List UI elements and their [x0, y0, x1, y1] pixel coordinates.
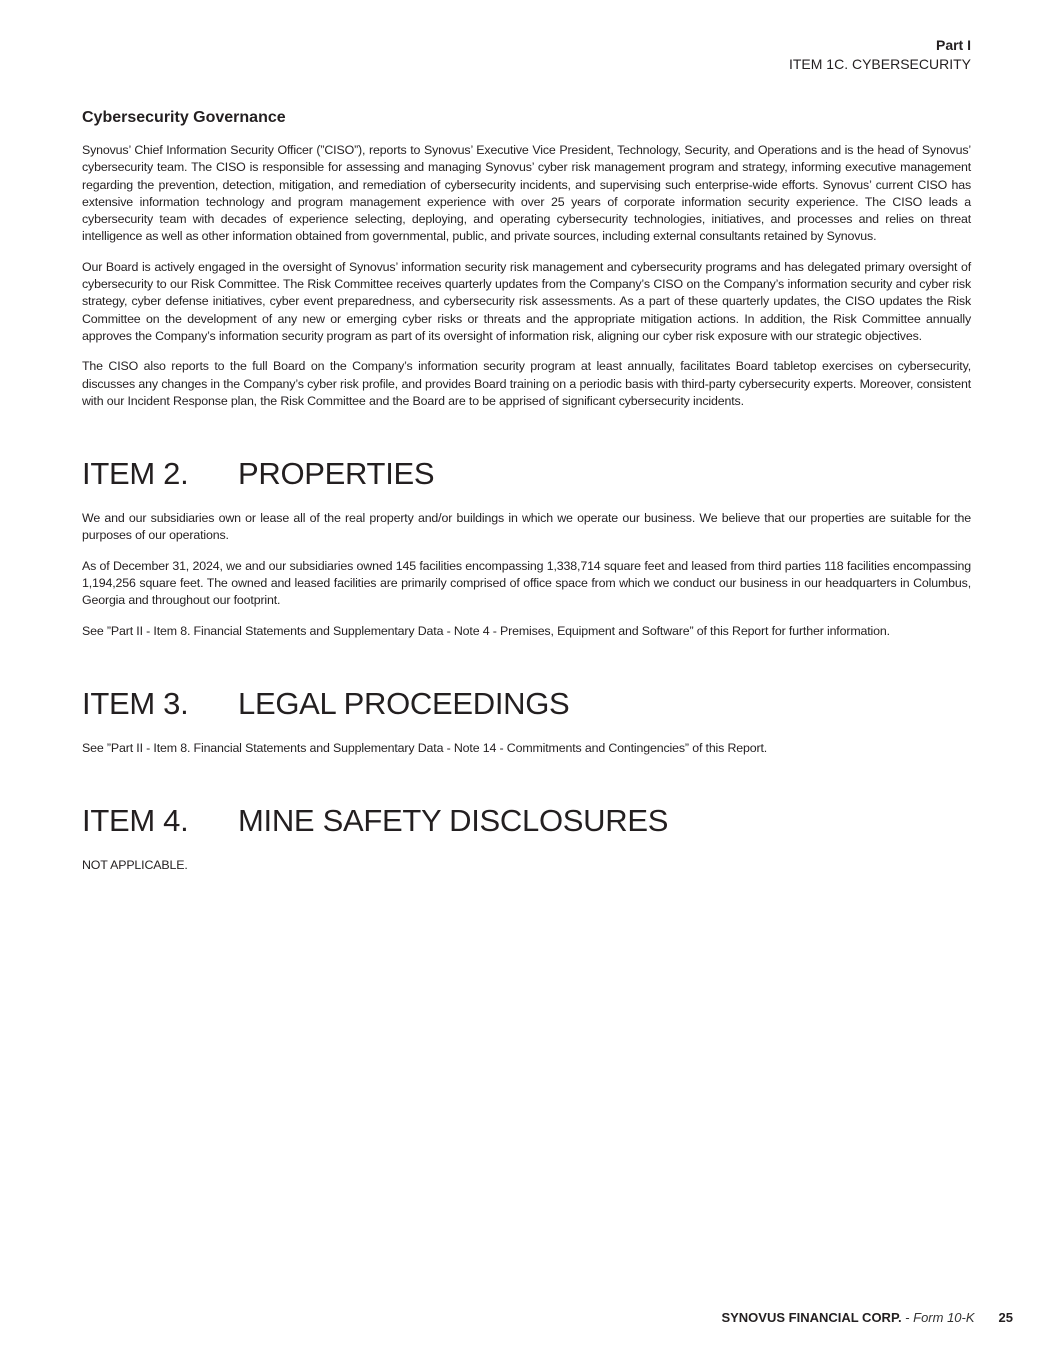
page-number: 25: [998, 1310, 1013, 1325]
cybersecurity-governance-section: [82, 108, 971, 410]
paragraph: As of December 31, 2024, we and our subsidiaries owned 145 facilities encompassing 1,338,714 square feet and leased from third parties 118 facilities encompassing 1,194,256 square feet. The owned and leased facilities are primarily comprised of office space from which we conduct our business in our headquarters in Columbus, Georgia and throughout our footprint.: [82, 558, 971, 608]
paragraph: Synovus’ Chief Information Security Officer (”CISO”), reports to Synovus’ Executive Vice President, Technology, Security, and Operations and is the head of Synovus’ cybersecurity team. The CISO is responsible for assessing and managing Synovus’ cyber risk management program and strategy, informing executive management regarding the prevention, detection, mitigation, and remediation of cybersecurity incidents, and supervising such enterprise-wide efforts. Synovus’ current CISO has extensive information technology and program management experience with over 25 years of corporate information security experience. The CISO leads a cybersecurity team with decades of experience selecting, deploying, and operating cybersecurity technologies, initiatives, and processes and relies on threat intelligence as well as other information obtained from governmental, public, and private sources, including external consultants retained by Synovus.: [82, 143, 971, 244]
paragraph: See ”Part II - Item 8. Financial Statements and Supplementary Data - Note 14 - Commitments and Contingencies” of this Report.: [82, 740, 768, 755]
section-label: ITEM 1C. CYBERSECURITY: [788, 56, 971, 72]
paragraph: The CISO also reports to the full Board on the Company’s information security program at least annually, facilitates Board tabletop exercises on cybersecurity, discusses any changes in the Company’s cyber risk profile, and provides Board training on a periodic basis with third-party cybersecurity experts. Moreover, consistent with our Incident Response plan, the Risk Committee and the Board are to be apprised of significant cybersecurity incidents.: [82, 359, 971, 408]
item-title: LEGAL PROCEEDINGS: [238, 685, 570, 721]
page-footer: [721, 1309, 1013, 1327]
company-name: SYNOVUS FINANCIAL CORP.: [721, 1310, 902, 1325]
paragraph: NOT APPLICABLE.: [82, 858, 188, 873]
item-title: MINE SAFETY DISCLOSURES: [238, 803, 669, 839]
document-body: [82, 108, 971, 888]
cybersecurity-governance-heading: Cybersecurity Governance: [82, 109, 286, 126]
item-title: PROPERTIES: [238, 456, 435, 492]
item-number: ITEM 2.: [82, 456, 189, 492]
item-2-heading: [82, 456, 971, 492]
paragraph: Our Board is actively engaged in the oversight of Synovus’ information security risk management and cybersecurity programs and has delegated primary oversight of cybersecurity to our Risk Committee. The Risk Committee receives quarterly updates from the Company’s CISO on the Company’s information security and cyber risk strategy, cyber defense initiatives, cyber event preparedness, and cybersecurity risk assessments. As a part of these quarterly updates, the CISO updates the Risk Committee on the development of any new or emerging cyber risks or threats and the appropriate mitigation actions. In addition, the Risk Committee annually approves the Company’s information security program as part of its oversight of information risk, aligning our cyber risk exposure with our strategic objectives.: [82, 259, 971, 343]
item-number: ITEM 4.: [82, 803, 189, 839]
item-2-section: [82, 456, 971, 640]
paragraph: See ”Part II - Item 8. Financial Statements and Supplementary Data - Note 4 - Premises, Equipment and Software” of this Report for further information.: [82, 623, 890, 638]
item-4-section: [82, 803, 971, 874]
part-label: Part I: [935, 37, 971, 53]
item-number: ITEM 3.: [82, 685, 189, 721]
item-3-heading: [82, 686, 971, 722]
page-header: [789, 36, 971, 74]
form-type: Form 10-K: [913, 1310, 975, 1325]
item-3-section: [82, 686, 971, 757]
item-4-heading: [82, 803, 971, 839]
paragraph: We and our subsidiaries own or lease all of the real property and/or buildings in which we operate our business. We believe that our properties are suitable for the purposes of our operations.: [82, 511, 971, 543]
footer-separator: -: [901, 1310, 914, 1325]
